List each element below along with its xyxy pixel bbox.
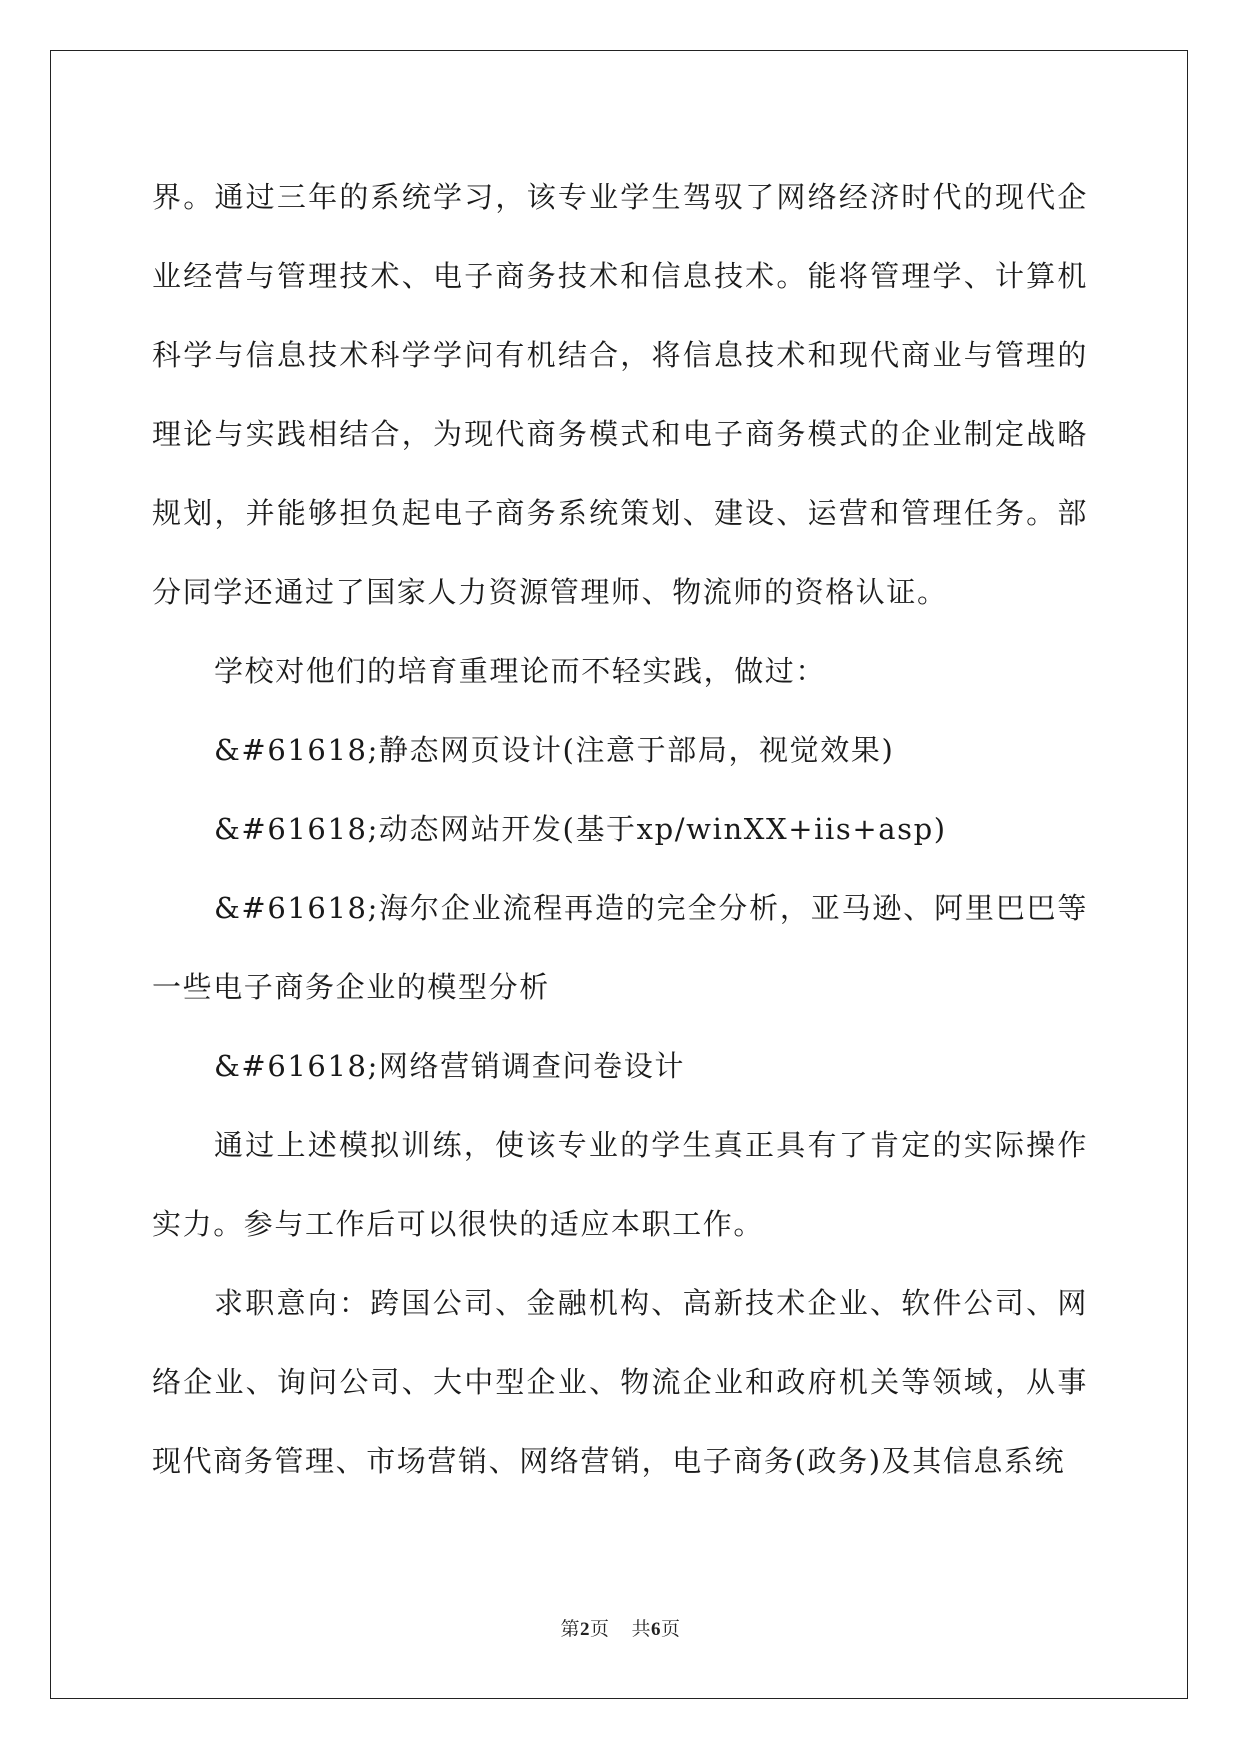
page-suffix: 页 bbox=[589, 1619, 610, 1640]
paragraph: 学校对他们的培育重理论而不轻实践，做过： bbox=[214, 654, 827, 688]
document-body bbox=[152, 158, 1088, 1501]
page-prefix: 第 bbox=[560, 1619, 580, 1640]
list-item: &#61618;海尔企业流程再造的完全分析，亚马逊、阿里巴巴等一些电子商务企业的模型分析 bbox=[152, 891, 1088, 1004]
paragraph: 通过上述模拟训练，使该专业的学生真正具有了肯定的实际操作实力。参与工作后可以很快的适应本职工作。 bbox=[152, 1128, 1088, 1241]
paragraph: 界。通过三年的系统学习，该专业学生驾驭了网络经济时代的现代企业经营与管理技术、电子商务技术和信息技术。能将管理学、计算机科学与信息技术科学学问有机结合，将信息技术和现代商业与管理的理论与实践相结合，为现代商务模式和电子商务模式的企业制定战略规划，并能够担负起电子商务系统策划、建设、运营和管理任务。部分同学还通过了国家人力资源管理师、物流师的资格认证。 bbox=[152, 180, 1088, 609]
list-item: &#61618;动态网站开发(基于xp/winXX+iis+asp) bbox=[214, 812, 947, 846]
total-pages-indicator bbox=[632, 1619, 681, 1640]
total-suffix: 页 bbox=[661, 1619, 681, 1640]
total-pages: 6 bbox=[651, 1619, 662, 1640]
page-indicator bbox=[560, 1619, 609, 1640]
total-prefix: 共 bbox=[631, 1619, 652, 1640]
paragraph: 求职意向：跨国公司、金融机构、高新技术企业、软件公司、网络企业、询问公司、大中型企业、物流企业和政府机关等领域，从事现代商务管理、市场营销、网络营销，电子商务(政务)及其信息系统 bbox=[152, 1286, 1088, 1478]
page-number: 2 bbox=[579, 1619, 590, 1640]
list-item: &#61618;静态网页设计(注意于部局，视觉效果) bbox=[214, 733, 895, 767]
list-item: &#61618;网络营销调查问卷设计 bbox=[214, 1049, 685, 1083]
page-footer bbox=[0, 1614, 1241, 1641]
